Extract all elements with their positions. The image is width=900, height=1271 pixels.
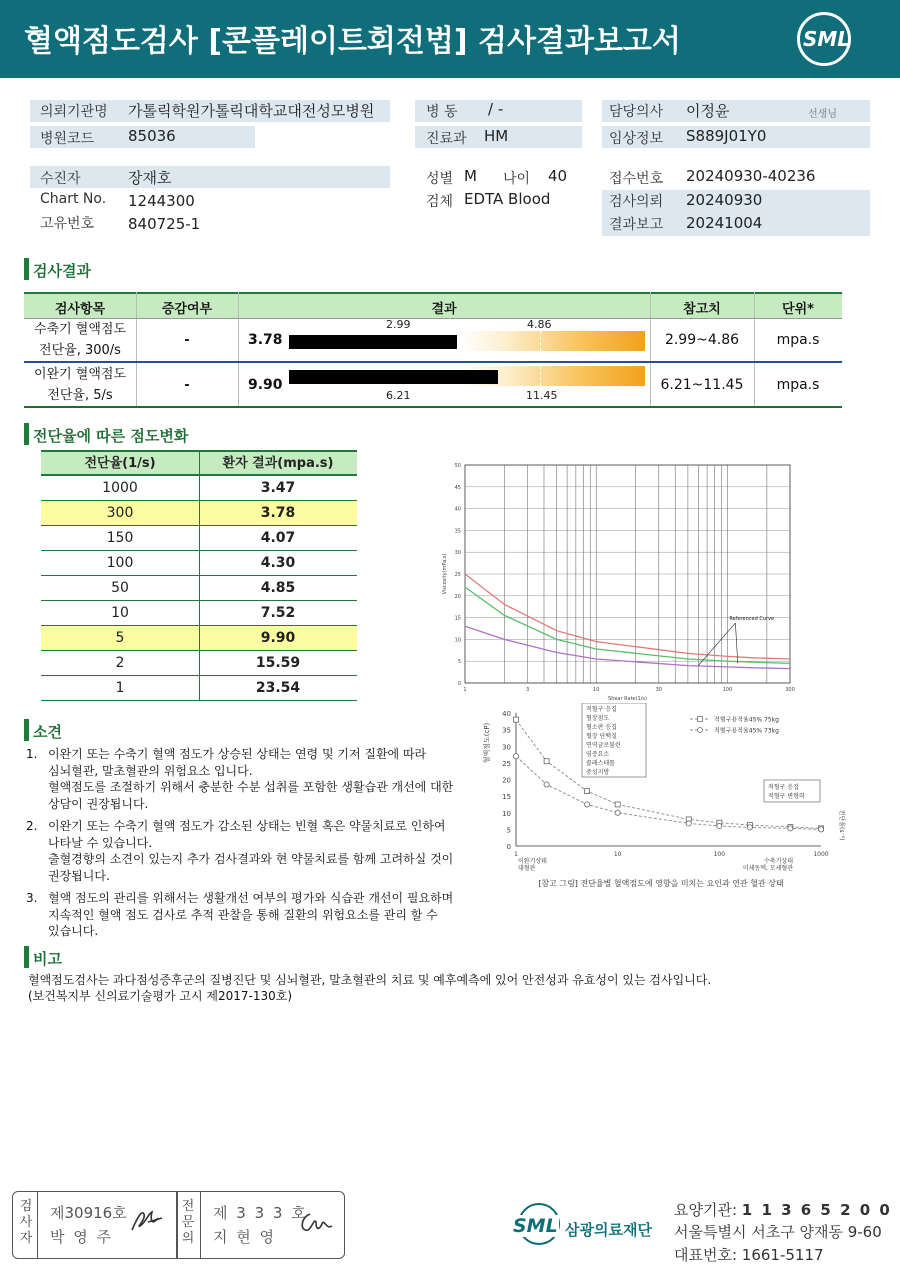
y-tick-label: 15 [454,615,461,622]
shear-value-cell: 23.54 [255,680,301,696]
shear-table-body [41,476,357,701]
clinical-value: S889J01Y0 [686,127,767,145]
shear-section-title: 전단율에 따른 점도변화 [33,427,189,445]
care-number: 1 1 3 6 5 2 0 0 [741,1201,892,1219]
factor-label: 콜레스테롤 [586,760,615,767]
y-tick-label: 35 [502,726,511,735]
shear-rate-cell: 150 [106,530,134,546]
data-point [544,782,549,787]
patient-label: 수진자 [40,171,81,187]
remarks-line1: 혈액점도검사는 과다점성증후군의 질병진단 및 심뇌혈관, 말초혈관의 치료 및 예후예측에 있어 안전성과 유효성이 있는 검사입니다. [28,973,712,987]
x-tick-label: 1 [463,687,467,693]
comment-line: 나타날 수 있습니다. [48,835,153,850]
col-result: 결과 [431,302,457,317]
comment-line: 이완기 또는 수축기 혈액 점도가 감소된 상태는 빈혈 혹은 약물치료로 인하여 [48,819,446,833]
row1-flag: - [184,333,190,348]
table-row [41,626,357,651]
y-tick-label: 25 [502,759,511,768]
y-tick-label: 30 [454,550,461,557]
specialist-label [181,1199,195,1247]
inspector-license: 제30916호 [50,1204,127,1222]
inspector-signature-icon [128,1206,168,1236]
table-row [41,476,357,501]
row1-value: 3.78 [248,332,283,348]
factor-label: 염증요소 [586,751,610,758]
shear-col-divider [199,626,200,651]
inspector-label-char: 자 [19,1231,33,1246]
comment-number: 1. [26,747,38,761]
y-tick-label: 20 [502,776,511,785]
right-factor-label: 적혈구 응집 [768,784,799,791]
inspector-label-char: 사 [19,1215,33,1230]
x-tick-label: 1000 [813,851,829,858]
specialist-label-char: 전 [181,1199,195,1214]
comment-item [26,746,456,812]
x-tick-label: 10 [593,687,600,693]
specialist-label-char: 문 [181,1215,195,1230]
legend-marker [698,728,703,733]
col-flag: 증감여부 [161,302,213,317]
y-tick-label: 20 [454,593,461,600]
ward-label: 병 동 [426,104,458,120]
shear-section-marker [24,423,29,445]
shear-rate-cell: 1 [115,680,125,696]
phone-number: 1661-5117 [741,1246,824,1264]
age-value: 40 [548,167,568,185]
row2-tick-high: 11.45 [526,389,558,402]
row-divider [24,318,842,319]
x-right-label: 미세동맥, 모세혈관 [742,865,793,872]
factor-label: 혈장 단백질 [586,733,617,740]
shear-rate-cell: 1000 [102,480,138,496]
shear-rate-cell: 2 [115,655,125,671]
table-row [41,676,357,701]
shear-value-cell: 7.52 [260,605,296,621]
data-point [544,759,549,764]
row2-tick-low: 6.21 [386,389,411,402]
row1-item-line1: 수축기 혈액점도 [33,322,127,337]
y-tick-label: 15 [502,793,511,802]
row2-flag: - [184,378,190,393]
inspector-label [19,1199,33,1247]
shear-col-divider [199,452,200,474]
data-point [717,823,722,828]
y-tick-label: 35 [454,528,461,535]
chart-label: Chart No. [40,191,107,207]
table-row [41,651,357,676]
row2-item-line2: 전단율, 5/s [47,388,113,403]
receipt-label: 접수번호 [609,171,664,187]
data-point [585,789,590,794]
req-date-label: 검사의뢰 [609,194,664,210]
row1-item-line2: 전단율, 300/s [39,343,121,358]
row2-high-marker [540,366,541,386]
x-tick-label: 3 [526,687,530,693]
y-tick-label: 10 [454,637,461,644]
results-section-title: 검사결과 [33,262,91,280]
factor-label: 혈장점도 [586,715,610,722]
shear-rate-cell: 5 [115,630,125,646]
shear-col-divider [199,551,200,576]
report-title: 혈액점도검사 [콘플레이트회전법] 검사결과보고서 [24,24,681,59]
y-axis-label: Viscosity(mPa.s) [442,553,448,595]
code-value: 85036 [128,127,176,145]
factor-label: 혈소판 응집 [586,724,617,731]
shear-col-rate: 전단율(1/s) [84,456,156,471]
specimen-value: EDTA Blood [464,190,551,208]
row2-ref: 6.21~11.45 [660,377,744,393]
row1-tick-low: 2.99 [386,318,411,331]
x-tick-label: 10 [613,851,622,858]
specialist-name: 지 현 영 [213,1228,277,1246]
data-point [747,825,752,830]
uid-value: 840725-1 [128,215,201,233]
viscosity-factor-chart [478,703,848,898]
right-factor-label: 적혈구 변형력 [768,793,805,800]
data-point [513,754,518,759]
shear-value-cell: 4.85 [260,580,296,596]
data-point [818,827,823,832]
specialist-signature-icon [296,1208,336,1238]
org-value: 가톨릭학원가톨릭대학교대전성모병원 [128,102,375,120]
col-unit: 단위* [782,302,814,317]
shear-value-cell: 15.59 [255,655,301,671]
ward-value: / - [488,100,504,118]
data-point [615,802,620,807]
shear-rate-cell: 100 [106,555,134,571]
doctor-suffix: 선생님 [808,109,837,120]
y-tick-label: 10 [502,809,511,818]
legend-label: 적혈구용적율45% 75kg [714,716,779,724]
y-tick-label: 5 [457,659,461,666]
comment-line: 지속적인 혈액 점도 검사로 추적 관찰을 통해 질환의 위험요소를 관리 할 수 [48,907,438,922]
org-logo-text: SML [513,1215,558,1237]
specialist-license: 제 3 3 3 호 [213,1204,308,1222]
remarks-section-title: 비고 [33,950,62,968]
y-right-label: 전단율(s⁻¹) [838,809,845,841]
data-point [514,717,519,722]
shear-table-header [41,450,357,476]
clinical-label: 임상정보 [609,131,664,147]
col-divider [238,292,239,408]
y-tick-label: 0 [506,843,511,851]
y-tick-label: 0 [457,681,461,687]
y-tick-label: 50 [454,463,461,469]
x-right-label: 수축기상태 [764,858,793,865]
data-point [615,810,620,815]
shear-table [41,450,357,701]
row2-result-bar [289,370,498,384]
shear-rate-cell: 50 [111,580,129,596]
sig-divider [176,1192,178,1258]
shear-col-divider [199,651,200,676]
y-tick-label: 25 [454,572,461,578]
table-row [41,576,357,601]
table-row [41,601,357,626]
comments-list [26,746,456,946]
table-bottom-rule [24,406,842,408]
data-point [584,802,589,807]
care-label-text: 요양기관 [674,1201,732,1219]
org-name: 삼광의료재단 [565,1221,652,1239]
row2-value: 9.90 [248,377,283,393]
dept-value: HM [484,127,509,145]
y-tick-label: 45 [454,484,461,491]
shear-value-cell: 4.30 [260,555,296,571]
factor-label: 면역글로불린 [586,742,621,749]
comment-number: 2. [26,819,38,833]
comment-item [26,890,456,940]
comment-line: 이완기 또는 수축기 혈액 점도가 상승된 상태는 연령 및 기저 질환에 따라 [48,747,427,761]
org-address: 서울특별시 서초구 양재동 9-60 [674,1223,882,1241]
y-tick-label: 40 [454,506,461,513]
shear-col-divider [199,501,200,526]
comment-line: 상담이 권장됩니다. [48,796,149,811]
col-item: 검사항목 [54,302,106,317]
x-left-label: 대혈관 [518,865,536,872]
shear-col-divider [199,601,200,626]
comments-section-marker [24,719,29,741]
report-date-value: 20241004 [686,214,763,232]
shear-col-divider [199,576,200,601]
comment-line: 혈액점도를 조절하기 위해서 충분한 수분 섭취를 포함한 생활습관 개선에 대한 [48,780,454,794]
shear-rate-cell: 300 [106,505,134,521]
comment-line: 심뇌혈관, 말초혈관의 위험요소 입니다. [48,763,253,778]
data-point [788,826,793,831]
sml-logo-text: SML [803,27,851,51]
uid-label: 고유번호 [40,216,95,232]
chart-value: 1244300 [128,192,195,210]
col-ref: 참고치 [683,302,721,317]
x-tick-label: 300 [785,687,795,693]
doctor-label: 담당의사 [609,104,664,120]
specialist-label-char: 의 [181,1231,195,1246]
x-tick-label: 1 [514,851,518,858]
inspector-label-char: 검 [19,1199,33,1214]
comment-line: 혈액 점도의 관리를 위해서는 생활개선 여부의 평가와 식습관 개선이 필요하며 [48,891,454,905]
comment-line: 출혈경향의 소견이 있는지 추가 검사결과와 현 약물치료를 함께 고려하실 것이 [48,852,454,866]
comment-line: 있습니다. [48,924,99,938]
row2-unit: mpa.s [776,377,820,393]
legend-label: 적혈구용적율45% 73kg [714,727,779,735]
comment-number: 3. [26,891,38,905]
comments-section-title: 소견 [33,723,62,741]
x-tick-label: 100 [722,687,733,693]
legend-marker [698,717,703,722]
factor-label: 적혈구 응집 [586,706,617,713]
specimen-label: 검체 [426,194,454,210]
age-label: 나이 [503,171,531,187]
table-row [41,526,357,551]
results-section-marker [24,258,29,280]
shear-col-value: 환자 결과(mpa.s) [222,456,334,471]
shear-value-cell: 3.47 [260,480,296,496]
patient-value: 장재호 [128,169,172,187]
sig-divider [37,1192,38,1258]
shear-value-cell: 4.07 [260,530,296,546]
x-axis-label: Shear Rate(1/s) [608,696,647,702]
shear-col-divider [199,676,200,701]
sex-value: M [464,167,477,185]
doctor-value: 이정윤 [686,102,730,120]
shear-value-cell: 9.90 [260,630,296,646]
x-tick-label: 100 [713,851,726,858]
chart-caption: [참고 그림] 전단율별 혈액점도에 영향을 미치는 요인과 연관 혈관 상태 [538,879,784,888]
viscosity-reference-chart [440,455,800,705]
org-label: 의뢰기관명 [40,104,108,120]
x-left-label: 이완기상태 [518,858,547,865]
remarks-section-marker [24,946,29,968]
shear-rate-cell: 10 [111,605,129,621]
x-tick-label: 30 [655,687,662,693]
y-tick-label: 40 [502,710,511,718]
y-axis-label: 혈액점도(cP) [483,722,491,764]
care-label: 요양기관: 1 1 3 6 5 2 0 0 [674,1201,892,1219]
shear-col-divider [199,476,200,501]
req-date-value: 20240930 [686,191,763,209]
table-row [41,501,357,526]
report-date-label: 결과보고 [609,217,664,233]
dept-label: 진료과 [426,131,467,147]
y-tick-label: 5 [506,826,511,835]
phone-label-text: 대표번호 [674,1246,732,1264]
row-divider [24,361,842,363]
inspector-name: 박 영 주 [50,1228,114,1246]
sex-label: 성별 [426,171,454,187]
comment-item [26,818,456,884]
patient-row-bg [30,166,390,188]
row1-high-marker [540,331,541,351]
phone-label: 대표번호: 1661-5117 [674,1246,824,1264]
shear-value-cell: 3.78 [260,505,296,521]
shear-col-divider [199,526,200,551]
row1-ref: 2.99~4.86 [664,332,740,348]
remarks-line2: (보건복지부 신의료기술평가 고시 제2017-130호) [28,989,293,1003]
table-row [41,551,357,576]
y-tick-label: 30 [502,743,511,752]
code-label: 병원코드 [40,131,95,147]
factor-label: 중성지방 [586,769,610,776]
sig-divider [200,1192,201,1258]
row2-item-line1: 이완기 혈액점도 [33,367,127,382]
data-point [686,821,691,826]
annotation-label: Referenced Curve [729,615,775,622]
row1-tick-high: 4.86 [527,318,552,331]
row1-result-bar [289,335,457,349]
row1-unit: mpa.s [776,332,820,348]
comment-line: 권장됩니다. [48,868,110,883]
receipt-value: 20240930-40236 [686,167,816,185]
